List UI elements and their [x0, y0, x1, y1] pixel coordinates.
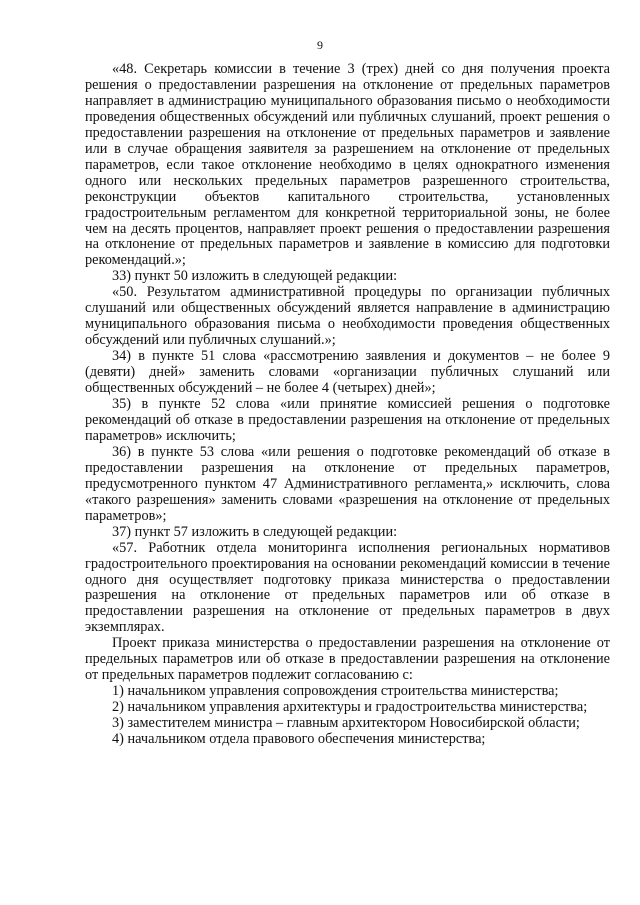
- approval-item-3: 3) заместителем министра – главным архитектором Новосибирской области;: [112, 715, 580, 732]
- paragraph-57: «57. Работник отдела мониторинга исполнения региональных нормативов градостроительного проектирования на основании рекомендаций комиссии в течение одного дня осуществляет подготовку приказа министерства о предоставлении разрешения на отклонение от предельных параметров или об отказе в предоставлении разрешения на отклонение от предельных параметров в двух экземплярах.: [85, 539, 610, 636]
- document-body: [85, 62, 610, 748]
- paragraph-item-35: 35) в пункте 52 слова «или принятие комиссией решения о подготовке рекомендаций об отказе в предоставлении разрешения на отклонение от предельных параметров» исключить;: [85, 396, 610, 444]
- paragraph-50: «50. Результатом административной процедуры по организации публичных слушаний или общественных обсуждений является направление в администрацию муниципального образования письма о необходимости проведения общественных обсуждений или публичных слушаний.»;: [85, 284, 610, 349]
- approval-item-1: 1) начальником управления сопровождения строительства министерства;: [112, 683, 559, 700]
- approval-item-4: 4) начальником отдела правового обеспечения министерства;: [112, 731, 486, 748]
- paragraph-approval-intro: Проект приказа министерства о предоставлении разрешения на отклонение от предельных параметров или об отказе в предоставлении разрешения на отклонение от предельных параметров подлежит согласованию с:: [85, 635, 610, 684]
- paragraph-item-37: 37) пункт 57 изложить в следующей редакции:: [112, 523, 398, 540]
- page-number: 9: [317, 38, 323, 52]
- paragraph-48: «48. Секретарь комиссии в течение 3 (трех) дней со дня получения проекта решения о предоставлении разрешения на отклонение от предельных параметров направляет в администрацию муниципального образования письмо о необходимости проведения общественных обсуждений или публичных слушаний, проект решения о предоставлении разрешения на отклонение от предельных параметров и заявление или в случае обращения заявителя за разрешением на отклонение от предельных параметров, если такое отклонение необходимо в целях однократного изменения одного или нескольких предельных параметров разрешенного строительства, реконструкции объектов капитального строительства, установленных градостроительным регламентом для конкретной территориальной зоны, не более чем на десять процентов, направляет проект решения о предоставлении разрешения на отклонение от предельных параметров и заявление в комиссию для подготовки рекомендаций.»;: [85, 61, 610, 269]
- paragraph-item-33: 33) пункт 50 изложить в следующей редакции:: [112, 268, 398, 285]
- paragraph-item-36: 36) в пункте 53 слова «или решения о подготовке рекомендаций об отказе в предоставлении разрешения на отклонение от предельных параметров, предусмотренного пунктом 47 Административного регламента,» исключить, слова «такого разрешения» заменить словами «разрешения на отклонение от предельных параметров»;: [85, 443, 610, 524]
- paragraph-item-34: 34) в пункте 51 слова «рассмотрению заявления и документов – не более 9 (девяти) дней» заменить словами «организации публичных слушаний или общественных обсуждений – не более 4 (четырех) дней»;: [85, 348, 610, 397]
- approval-item-2: 2) начальником управления архитектуры и градостроительства министерства;: [112, 699, 588, 716]
